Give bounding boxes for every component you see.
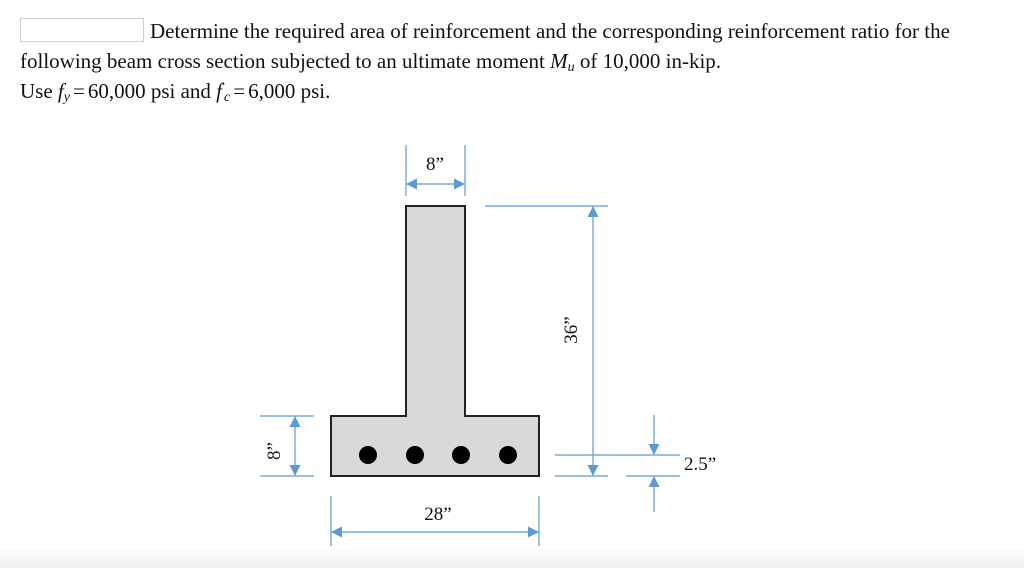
- fy-symbol: f: [57, 79, 64, 103]
- problem-text-part2: of 10,000 in-kip.: [574, 49, 722, 73]
- equals-sign: =: [72, 79, 85, 103]
- web-width-label: 8”: [426, 154, 444, 175]
- rebar-4: [499, 446, 517, 464]
- fc-value: 6,000 psi.: [248, 79, 331, 103]
- flange-thickness-label: 8”: [264, 442, 285, 460]
- fc-prime: ': [222, 80, 224, 92]
- rebar-1: [359, 446, 377, 464]
- use-text: Use: [20, 79, 58, 103]
- fy-subscript: y: [63, 90, 70, 105]
- rebar-3: [452, 446, 470, 464]
- bottom-edge: [0, 548, 1024, 568]
- t-beam-section: [331, 206, 539, 476]
- flange-width-label: 28”: [424, 504, 452, 525]
- moment-subscript: u: [567, 60, 575, 75]
- equals-sign: =: [233, 79, 246, 103]
- moment-symbol: M: [550, 49, 568, 73]
- rebar-2: [406, 446, 424, 464]
- fy-value: 60,000 psi: [87, 79, 176, 103]
- fc-subscript: c: [224, 90, 231, 105]
- problem-text-part1: Determine the required area of reinforcement and the corresponding reinforcement ratio for the following beam cross section subjected to an ultimate moment: [20, 19, 950, 73]
- total-depth-label: 36”: [561, 316, 582, 344]
- fc-symbol: f: [216, 79, 223, 103]
- cover-label: 2.5”: [684, 454, 717, 475]
- and-text: and: [175, 79, 217, 103]
